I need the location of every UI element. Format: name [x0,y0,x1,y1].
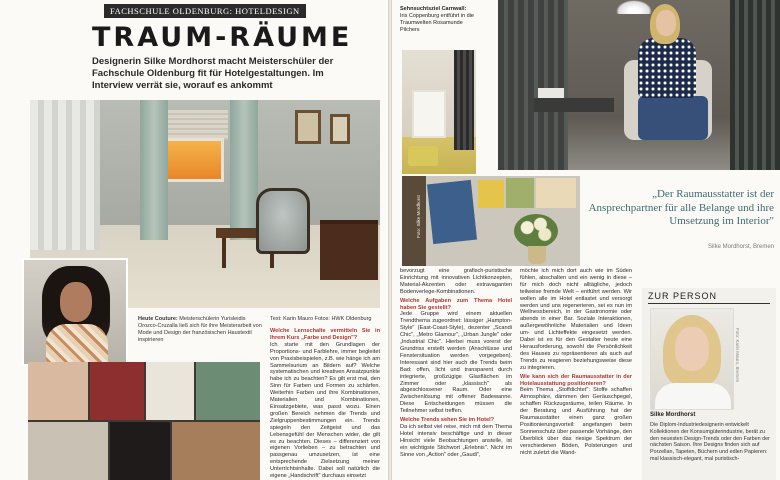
article-standfirst: Designerin Silke Mordhorst macht Meisterschüler der Fachschule Oldenburg fit für Hotelgestaltungen. Im Interview verrät sie, worauf es ankommt [92,56,334,91]
profile-photo-credit: Foto: Karin Mauro, Bremen [735,328,740,383]
collage-tile [110,422,170,480]
ceiling-lamp [616,0,652,14]
wall-painting [295,110,321,144]
cushion [408,146,438,166]
interview-answer: Jede Gruppe wird einem aktuellen Trendthema zugeordnet: lässiger „Hampton-Style" (East-Coast-Style), dezenter „Scandi Chic", „Metro Glamour", „Urban Jungle" oder „Industrial Chic". Hierbei muss vorerst der Grundriss erstellt werden (Anschlüsse und Fenstersituation werden vorgegeben). Interessant sind hier auch die Trends beim Bad: offen, licht und transparent durch integrierte, großzügige Glasflächen im Zimmer oder „klassisch" als abgeschlossener Raum. Oder eine Zwischenlösung mit offener Badewanne. Diese Entscheidungen müssen die Teilnehmer selbst treffen. [400,311,512,415]
person-face [656,10,676,36]
curtain-right [230,100,258,240]
body-column-1 [270,326,380,480]
collage-tile [28,362,88,420]
profile-shirt [655,383,731,410]
wall-painting-2 [330,114,350,144]
profile-face [675,327,709,371]
table-box [538,88,564,98]
designer-portrait-photo [22,258,128,366]
profile-photo [650,308,734,410]
pull-quote: „Der Raumausstatter ist der Ansprechpartner für alle Belange und ihre Umsetzung im Interior" [588,188,774,227]
table-leg [222,238,226,268]
mood-collage-photo [28,362,260,480]
fabric-samples-photo [402,176,580,266]
collage-tile [196,362,260,420]
caption-couture [138,316,266,344]
dresser [320,220,378,280]
caption-carnwall-title: Sehnsuchtsziel Carnwall: [400,6,467,12]
person-legs [638,96,708,140]
interview-question: Welche Aufgaben zum Thema Hotel haben Sie gestellt? [400,297,512,311]
designer-in-room-photo [498,0,780,170]
article-headline: TRAUM-RÄUME [92,22,353,53]
article-credits: Text: Karin Mauro Fotos: HWK Oldenburg [270,316,372,322]
caption-carnwall [400,6,474,34]
curtain-middle [140,100,168,240]
interview-question: Welche Trends sehen Sie im Hotel? [400,417,495,424]
flower-bouquet [514,214,558,248]
caption-couture-text: Meisterschülerin Yurisleidis Orozco-Cruzalla ließ sich für ihre Meisterarbeit von Mode und Design der französischen Haustextil inspirieren [138,316,262,343]
fabric-photo-credit: Foto: Silke Mordhorst [416,195,421,238]
interview-question: Wie kann sich der Raumausstatter in der Hotelausstattung positionieren? [520,373,632,387]
interview-answer: Da ich selbst viel reise, mich mit dem Thema Hotel intensiv beschäftige und in dieser Hinsicht viele Beobachtungen anstelle, ist ein wichtigste Stichwort „Erlebnis". Nicht im Sinne von „Action" oder „Gaudi", [400,423,512,458]
profile-box-title: ZUR PERSON [648,291,718,301]
portrait-face [60,282,92,322]
curtain-left [30,100,100,250]
collage-tile [146,362,194,420]
console-table [534,98,614,112]
collage-tile [28,422,108,480]
profile-text: Die Diplom-Industriedesignerin entwickelt Kollektionen der Konsumgüterindustrie, berät zu den neuesten Design-Trends oder den Farben der nächsten Saison. Ihre Designs finden sich auf Porzellan, Tapeten, Büchern und edlen Papieren: mal klassisch-elegant, mal puristisch- [650,422,770,462]
fabric-swatch [506,178,534,208]
portrait-shirt [46,324,108,366]
interview-answer: Ich starte mit den Grundlagen der Proportions- und Farblehre, immer begleitet von Praxisbeispielen, z.B. wie hänge ich am Sammelsurium an Bildern auf? Welche systematischen und kreativen Ansatzpunkte habe ich zu beachten? Es gilt erst mal, den Sinn für Farben und Formen zu schärfen. Weiterhin Farben und ihre Kombinationen, Materialien und Kombinationen, Einsatzgebiete, was passt wozu. Einen großen Bereich nehmen die Trends und Zielgruppenbestimmungen ein. Trends spiegeln den Zeitgeist und das Lebensgefühl der Menschen wider, die gilt es zu beachten. Dieses – differenziert von eigenen Vorlieben – zu betrachten und passgenau umzusetzen, ist eine entsprechende Zielsetzung meiner Unterrichtsinhalte. Dabei soll natürlich die eigene „Handschrift" durchaus einsetzt [270,341,380,480]
vase [528,246,546,264]
section-kicker: FACHSCHULE OLDENBURG: HOTELDESIGN [104,4,306,18]
curtain [454,50,474,150]
caption-carnwall-text: Iris Coppenburg entführt in die Traumwelten Rosamunde Pilchers [400,13,474,33]
person-body [638,38,696,98]
fabric-swatch [536,178,576,208]
fabric-swatch [402,176,426,266]
collage-tile [90,362,144,420]
profile-name: Silke Mordhorst [650,412,696,418]
interview-answer: möchte ich mich dort auch wie im Süden fühlen, abschalten und ein wenig in diese – für mich doch nicht alltägliche, jedoch teilweise fremde Welt – entführt werden. Wir wollen alle im Hotel entlastet und versorgt werden und uns regenerieren, sei es nun im Wellnessbereich, in der Gastronomie oder abends in einer Bar. Soziale Interaktionen, außergewöhnliche Materialien und Ideen um- und Lichteffekte eingesetzt werden. Dabei ist es für den Gestalter heute eine Herausforderung, sowohl die Persönlichkeit des Hauses zu repräsentieren als auch auf Trends zu reagieren beziehungsweise diese zu integrieren. [520,268,632,371]
right-page [392,0,780,480]
fabric-swatch [478,180,504,208]
profile-box-rule [648,303,770,304]
interview-answer: Beim Thema „Stoffdichtet": Stoffe schaffen Atmosphäre, dämmen den Geräuschpegel, schaffen Rückzugsräume, teilen Räume. In der Beratung und Ausführung hat der Raumausstatter einen ganz großen Positionierungsvorteil: angefangen beim Sonnenschutz über passende Vorhänge, den Überblick über das riesige Spektrum der verschiedenen Böden, Polsterungen und nicht zuletzt die Wand- [520,387,632,456]
body-column-3 [520,268,632,456]
left-page [0,0,388,480]
body-column-2 [400,268,512,458]
carnwall-room-photo [402,50,476,174]
interview-question: Welche Lernschalte vermitteln Sie in Ihrem Kurs „Farbe und Design"? [270,328,380,341]
dark-curtain-right [730,0,780,170]
pull-quote-attribution: Silke Mordhorst, Bremen [707,244,774,250]
interview-answer: bevorzugt eine grafisch-puristische Einrichtung mit innovativen Lichtkonzepten, Material-Akzenten oder extravaganten Bodenverlege-Kombinationen. [400,268,512,295]
caption-couture-title: Heute Couture: [138,316,178,322]
fabric-swatch [427,180,477,244]
dark-curtain [498,0,568,170]
armchair [256,188,310,254]
profile-box [642,288,776,480]
fireplace [412,90,446,138]
collage-tile [172,422,260,480]
